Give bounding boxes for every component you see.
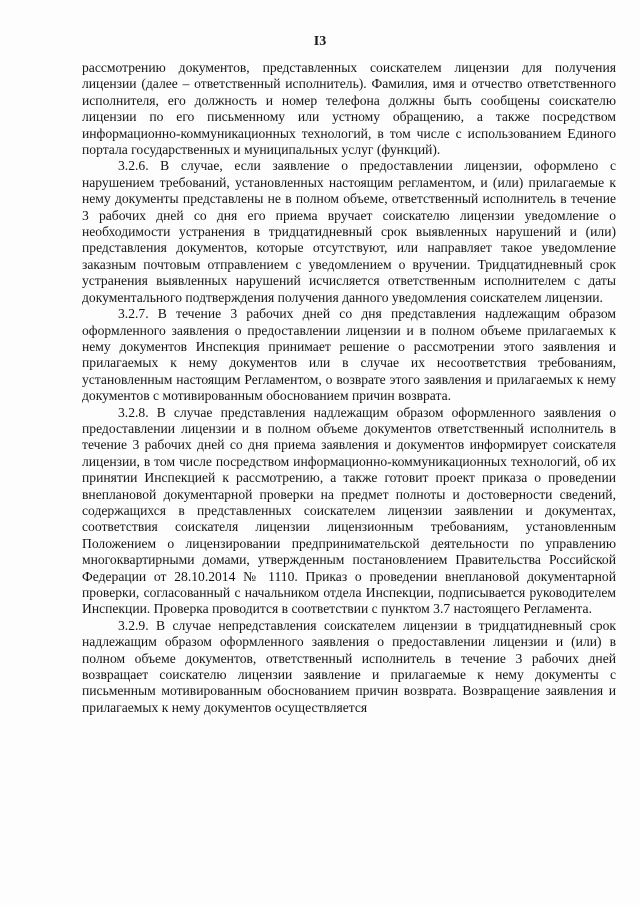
page-number: I3 xyxy=(313,34,327,49)
document-body xyxy=(82,60,616,716)
paragraph-continuation: рассмотрению документов, представленных соискателем лицензии для получения лицензии (далее – ответственный исполнитель). Фамилия, имя и отчество ответственного исполнителя, его должность и номер телефона должны быть сообщены соискателю лицензии по его письменному или устному обращению, а также посредством информационно-коммуникационных технологий, в том числе с использованием Единого портала государственных и муниципальных услуг (функций). xyxy=(82,60,616,158)
paragraph-3-2-9: 3.2.9. В случае непредставления соискателем лицензии в тридцатидневный срок надлежащим образом оформленного заявления о предоставлении лицензии и (или) в полном объеме документов, ответственный исполнитель в течение 3 рабочих дней возвращает соискателю лицензии заявление и прилагаемые к нему документы с письменным мотивированным обоснованием причин возврата. Возвращение заявления и прилагаемых к нему документов осуществляется xyxy=(82,617,616,715)
paragraph-3-2-6: 3.2.6. В случае, если заявление о предоставлении лицензии, оформлено с нарушением требований, установленных настоящим регламентом, и (или) прилагаемые к нему документы представлены не в полном объеме, ответственный исполнитель в течение 3 рабочих дней со дня его приема вручает соискателю лицензии уведомление о необходимости устранения в тридцатидневный срок выявленных нарушений и (или) представления документов, которые отсутствуют, или направляет такое уведомление заказным почтовым отправлением с уведомлением о вручении. Тридцатидневный срок устранения выявленных нарушений исчисляется ответственным исполнителем с даты документального подтверждения получения данного уведомления соискателем лицензии. xyxy=(82,158,616,305)
paragraph-3-2-7: 3.2.7. В течение 3 рабочих дней со дня представления надлежащим образом оформленного заявления о предоставлении лицензии и в полном объеме прилагаемых к нему документов Инспекция принимает решение о рассмотрении этого заявления и прилагаемых к нему документов или в случае их несоответствия требованиям, установленным настоящим Регламентом, о возврате этого заявления и прилагаемых к нему документов с мотивированным обоснованием причин возврата. xyxy=(82,306,616,404)
paragraph-3-2-8: 3.2.8. В случае представления надлежащим образом оформленного заявления о предоставлении лицензии и в полном объеме документов ответственный исполнитель в течение 3 рабочих дней со дня приема заявления и документов информирует соискателя лицензии, в том числе посредством информационно-коммуникационных технологий, об их принятии Инспекцией к рассмотрению, а также готовит проект приказа о проведении внеплановой документарной проверки на предмет полноты и достоверности сведений, содержащихся в представленных соискателем лицензии заявлении и документах, соответствия соискателя лицензии лицензионным требованиям, установленным Положением о лицензировании предпринимательской деятельности по управлению многоквартирными домами, утвержденным постановлением Правительства Российской Федерации от 28.10.2014 № 1110. Приказ о проведении внеплановой документарной проверки, согласованный с начальником отдела Инспекции, подписывается руководителем Инспекции. Проверка проводится в соответствии с пунктом 3.7 настоящего Регламента. xyxy=(82,404,616,617)
